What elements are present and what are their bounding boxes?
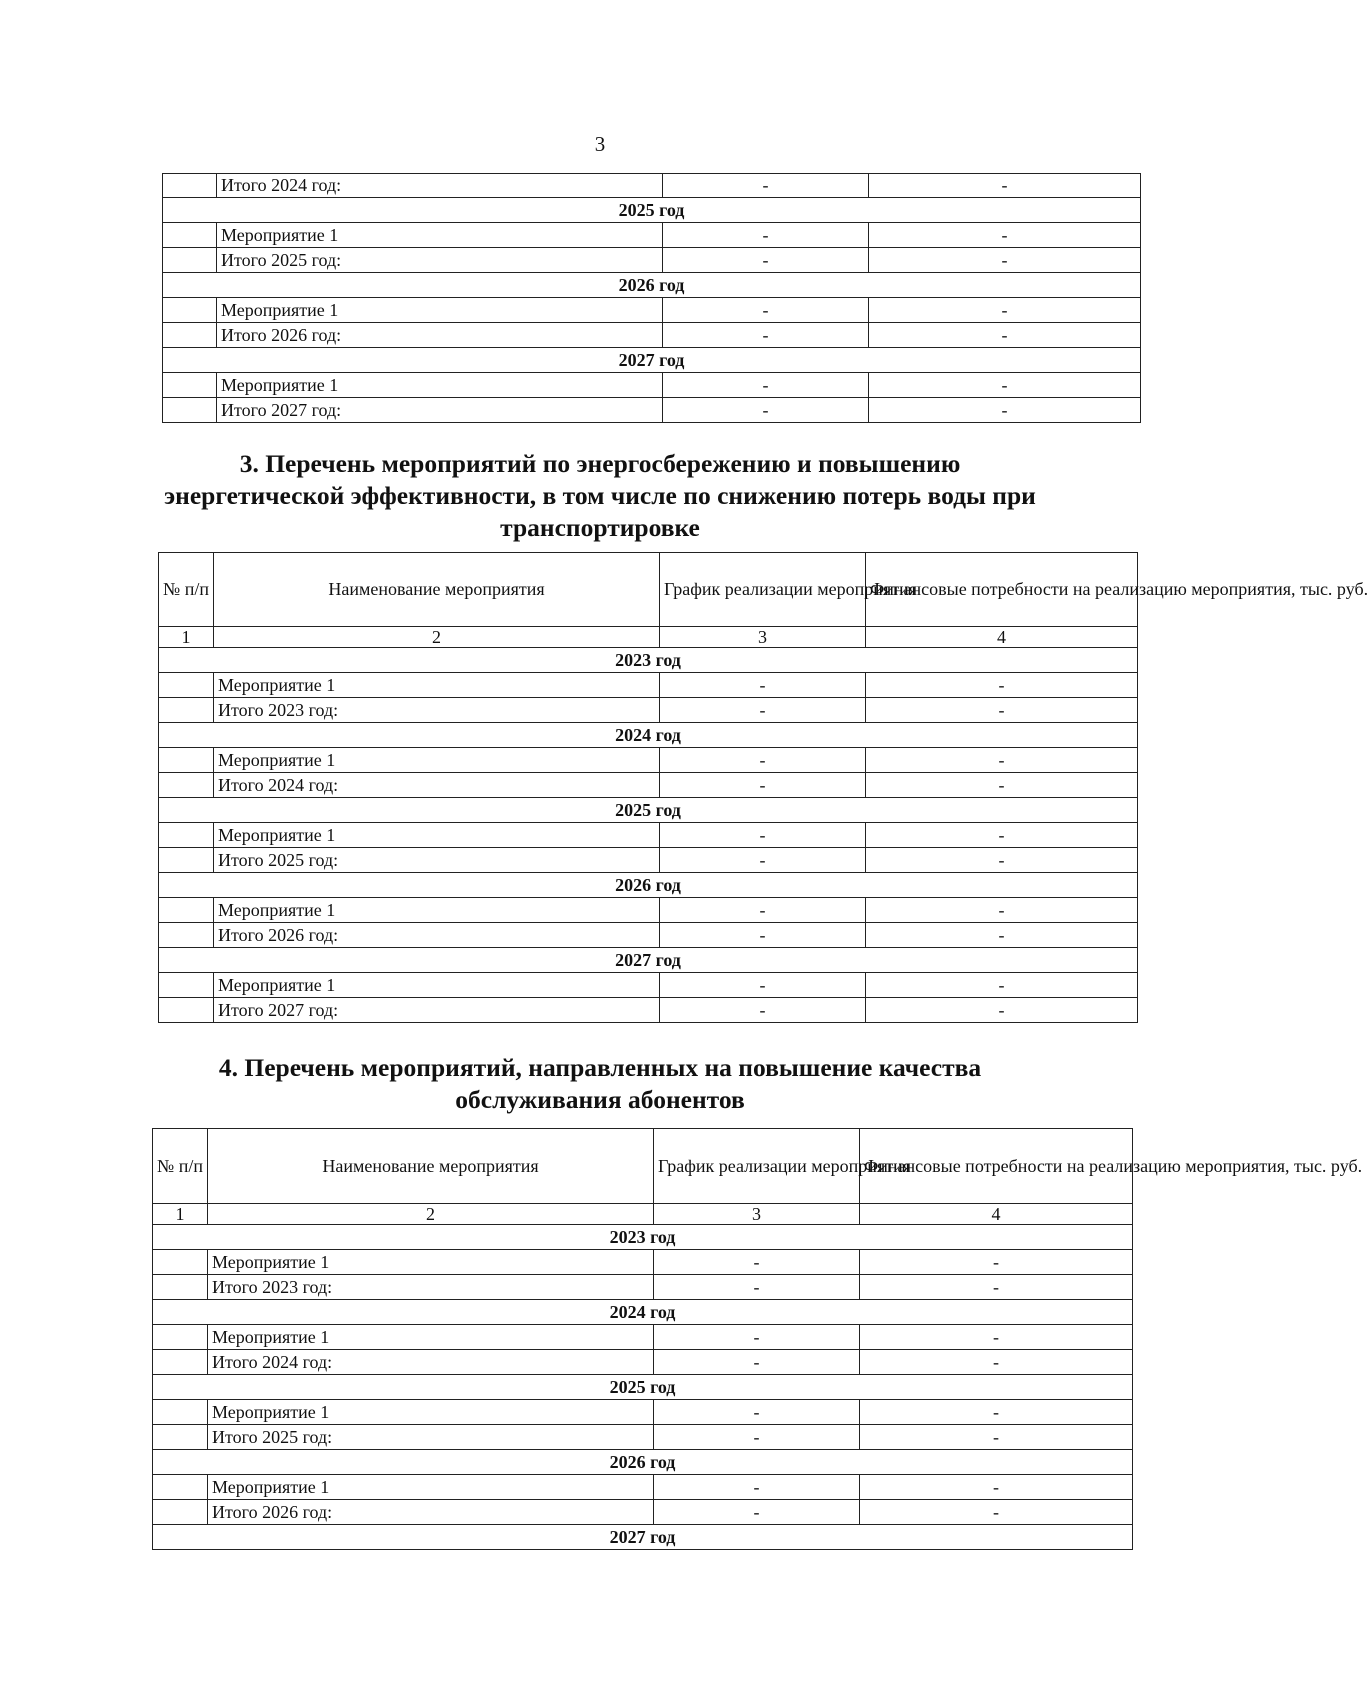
schedule-cell: -	[654, 1250, 860, 1275]
col-index: 1	[153, 1204, 208, 1225]
finance-cell: -	[866, 698, 1138, 723]
col-index: 3	[660, 627, 866, 648]
schedule-cell: -	[654, 1325, 860, 1350]
measure-name: Мероприятие 1	[217, 298, 663, 323]
year-row	[159, 648, 1138, 673]
year-row	[153, 1300, 1133, 1325]
finance-cell: -	[866, 823, 1138, 848]
schedule-cell: -	[660, 848, 866, 873]
total-label: Итого 2025 год:	[217, 248, 663, 273]
table-row	[159, 998, 1138, 1023]
year-row	[153, 1450, 1133, 1475]
finance-cell: -	[860, 1475, 1133, 1500]
year-row	[159, 723, 1138, 748]
finance-cell: -	[860, 1500, 1133, 1525]
col-finance-header: Финансовые потребности на реализацию мероприятия, тыс. руб.	[866, 553, 1138, 627]
table-row	[153, 1325, 1133, 1350]
col-index: 4	[866, 627, 1138, 648]
year-row	[163, 348, 1141, 373]
table-row	[159, 698, 1138, 723]
table-row	[163, 323, 1141, 348]
year-row	[163, 273, 1141, 298]
col-name-header: Наименование мероприятия	[214, 553, 660, 627]
table-row	[153, 1475, 1133, 1500]
schedule-cell: -	[660, 748, 866, 773]
table-row	[163, 174, 1141, 198]
schedule-cell: -	[654, 1425, 860, 1450]
index-row	[153, 1204, 1133, 1225]
total-label: Итого 2026 год:	[214, 923, 660, 948]
table-row	[153, 1275, 1133, 1300]
finance-cell: -	[860, 1325, 1133, 1350]
finance-cell: -	[866, 673, 1138, 698]
measure-name: Мероприятие 1	[217, 223, 663, 248]
continued-table	[162, 173, 1141, 423]
schedule-cell: -	[654, 1400, 860, 1425]
total-label: Итого 2024 год:	[208, 1350, 654, 1375]
finance-cell: -	[866, 748, 1138, 773]
schedule-cell: -	[663, 248, 869, 273]
table-row	[153, 1400, 1133, 1425]
year-row	[153, 1375, 1133, 1400]
section3-title-line3: транспортировке	[500, 513, 700, 542]
schedule-cell: -	[663, 174, 869, 198]
finance-cell: -	[866, 848, 1138, 873]
schedule-cell: -	[654, 1475, 860, 1500]
col-num-header: № п/п	[159, 553, 214, 627]
schedule-cell: -	[660, 898, 866, 923]
col-index: 2	[208, 1204, 654, 1225]
year-label: 2025 год	[163, 198, 1141, 223]
schedule-cell: -	[660, 998, 866, 1023]
section4-title-line2: обслуживания абонентов	[455, 1085, 745, 1114]
col-index: 2	[214, 627, 660, 648]
year-label: 2025 год	[153, 1375, 1133, 1400]
finance-cell: -	[869, 398, 1141, 423]
schedule-cell: -	[663, 373, 869, 398]
header-row	[159, 553, 1138, 627]
finance-cell: -	[866, 998, 1138, 1023]
table-row	[159, 823, 1138, 848]
schedule-cell: -	[660, 673, 866, 698]
measure-name: Мероприятие 1	[208, 1475, 654, 1500]
col-num-header: № п/п	[153, 1129, 208, 1204]
total-label: Итого 2026 год:	[217, 323, 663, 348]
measure-name: Мероприятие 1	[214, 973, 660, 998]
col-index: 1	[159, 627, 214, 648]
measure-name: Мероприятие 1	[208, 1400, 654, 1425]
schedule-cell: -	[663, 323, 869, 348]
total-label: Итого 2023 год:	[208, 1275, 654, 1300]
col-schedule-header: График реализации мероприятия	[654, 1129, 860, 1204]
year-row	[163, 198, 1141, 223]
year-label: 2026 год	[159, 873, 1138, 898]
finance-cell: -	[860, 1425, 1133, 1450]
year-label: 2024 год	[153, 1300, 1133, 1325]
table-row	[163, 398, 1141, 423]
schedule-cell: -	[660, 923, 866, 948]
index-row	[159, 627, 1138, 648]
year-row	[153, 1525, 1133, 1550]
year-label: 2023 год	[153, 1225, 1133, 1250]
section4-table	[152, 1128, 1363, 1550]
schedule-cell: -	[663, 398, 869, 423]
table-row	[159, 848, 1138, 873]
section4-title	[130, 1052, 1070, 1116]
measure-name: Мероприятие 1	[214, 898, 660, 923]
total-label: Итого 2023 год:	[214, 698, 660, 723]
measure-name: Мероприятие 1	[208, 1325, 654, 1350]
year-row	[153, 1225, 1133, 1250]
schedule-cell: -	[654, 1350, 860, 1375]
year-row	[159, 798, 1138, 823]
measure-name: Мероприятие 1	[217, 373, 663, 398]
year-row	[159, 948, 1138, 973]
finance-cell: -	[869, 223, 1141, 248]
total-label: Итого 2025 год:	[208, 1425, 654, 1450]
finance-cell: -	[869, 174, 1141, 198]
year-label: 2027 год	[153, 1525, 1133, 1550]
year-label: 2027 год	[159, 948, 1138, 973]
table-row	[163, 373, 1141, 398]
total-label: Итого 2025 год:	[214, 848, 660, 873]
table-row	[163, 223, 1141, 248]
total-label: Итого 2027 год:	[217, 398, 663, 423]
section3-table	[158, 552, 1368, 1023]
table-row	[153, 1350, 1133, 1375]
header-row	[153, 1129, 1133, 1204]
measure-name: Мероприятие 1	[208, 1250, 654, 1275]
col-name-header: Наименование мероприятия	[208, 1129, 654, 1204]
year-label: 2026 год	[153, 1450, 1133, 1475]
col-finance-header: Финансовые потребности на реализацию мероприятия, тыс. руб.	[860, 1129, 1133, 1204]
schedule-cell: -	[663, 223, 869, 248]
year-label: 2027 год	[163, 348, 1141, 373]
table-row	[159, 748, 1138, 773]
total-label: Итого 2024 год:	[217, 174, 663, 198]
section3-title-line1: 3. Перечень мероприятий по энергосбережению и повышению	[239, 449, 961, 478]
table-row	[153, 1425, 1133, 1450]
schedule-cell: -	[660, 773, 866, 798]
schedule-cell: -	[654, 1500, 860, 1525]
schedule-cell: -	[654, 1275, 860, 1300]
schedule-cell: -	[660, 698, 866, 723]
table-row	[159, 923, 1138, 948]
col-index: 3	[654, 1204, 860, 1225]
table-row	[159, 773, 1138, 798]
page-number: 3	[594, 132, 606, 156]
table-row	[163, 248, 1141, 273]
col-index: 4	[860, 1204, 1133, 1225]
year-label: 2025 год	[159, 798, 1138, 823]
measure-name: Мероприятие 1	[214, 673, 660, 698]
finance-cell: -	[860, 1400, 1133, 1425]
finance-cell: -	[869, 298, 1141, 323]
finance-cell: -	[869, 323, 1141, 348]
year-label: 2026 год	[163, 273, 1141, 298]
section4-title-line1: 4. Перечень мероприятий, направленных на повышение качества	[218, 1053, 982, 1082]
finance-cell: -	[860, 1350, 1133, 1375]
section3-title-line2: энергетической эффективности, в том числе по снижению потерь воды при	[164, 481, 1036, 510]
table-row	[163, 298, 1141, 323]
year-label: 2023 год	[159, 648, 1138, 673]
total-label: Итого 2024 год:	[214, 773, 660, 798]
finance-cell: -	[866, 898, 1138, 923]
schedule-cell: -	[660, 823, 866, 848]
finance-cell: -	[869, 248, 1141, 273]
table-row	[159, 973, 1138, 998]
finance-cell: -	[860, 1275, 1133, 1300]
table-row	[159, 673, 1138, 698]
finance-cell: -	[860, 1250, 1133, 1275]
finance-cell: -	[866, 773, 1138, 798]
total-label: Итого 2027 год:	[214, 998, 660, 1023]
finance-cell: -	[869, 373, 1141, 398]
schedule-cell: -	[660, 973, 866, 998]
section3-title	[130, 448, 1070, 544]
measure-name: Мероприятие 1	[214, 823, 660, 848]
table-row	[153, 1500, 1133, 1525]
finance-cell: -	[866, 923, 1138, 948]
col-schedule-header: График реализации мероприятия	[660, 553, 866, 627]
table-row	[159, 898, 1138, 923]
table-row	[153, 1250, 1133, 1275]
year-row	[159, 873, 1138, 898]
schedule-cell: -	[663, 298, 869, 323]
total-label: Итого 2026 год:	[208, 1500, 654, 1525]
year-label: 2024 год	[159, 723, 1138, 748]
finance-cell: -	[866, 973, 1138, 998]
measure-name: Мероприятие 1	[214, 748, 660, 773]
